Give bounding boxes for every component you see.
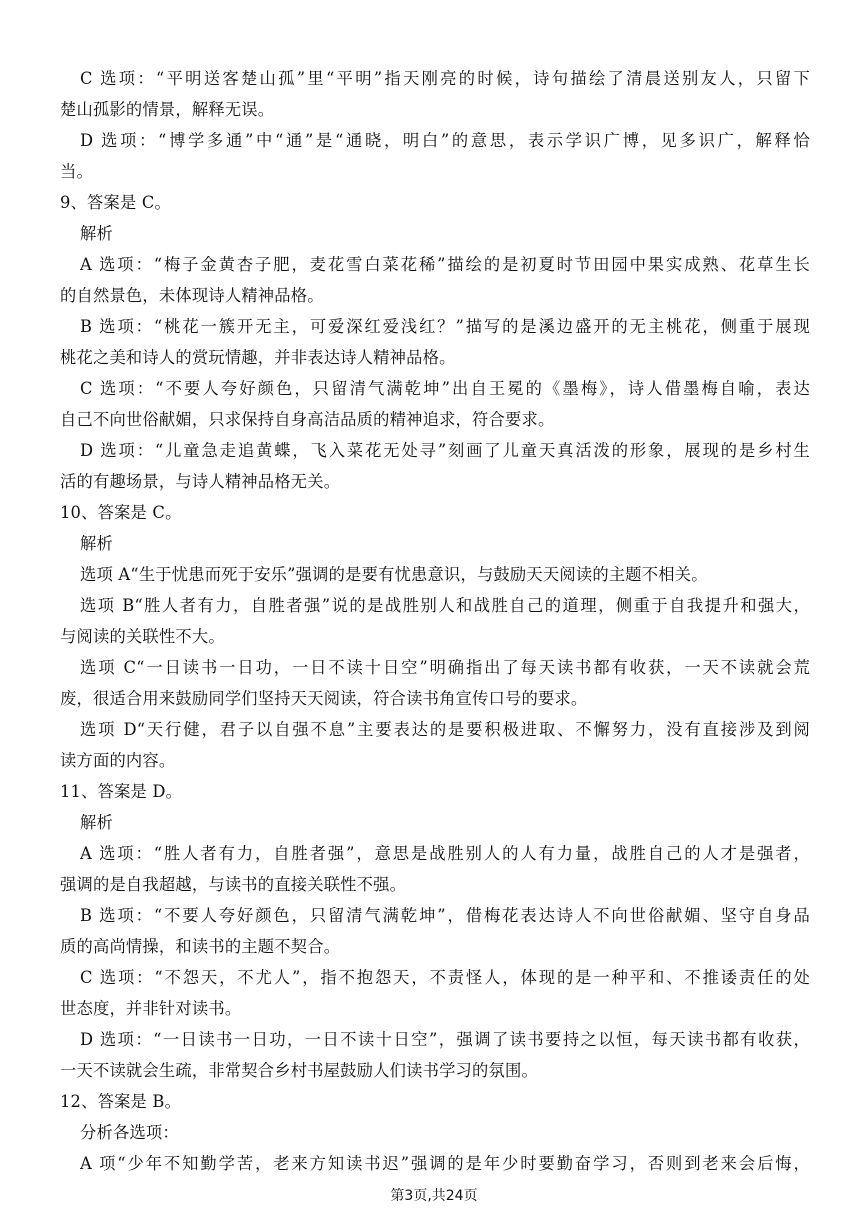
text-line: 自己不向世俗献媚，只求保持自身高洁品质的精神追求，符合要求。 bbox=[60, 410, 555, 429]
analysis-label: 解析 bbox=[80, 813, 113, 832]
text-line: 选项 C“一日读书一日功，一日不读十日空”明确指出了每天读书都有收获，一天不读就会荒 bbox=[80, 658, 810, 677]
text-line: 与阅读的关联性不大。 bbox=[60, 627, 225, 646]
text-line: 当。 bbox=[60, 162, 93, 181]
text-line: 活的有趣场景，与诗人精神品格无关。 bbox=[60, 472, 341, 491]
answer-heading: 10、答案是 C。 bbox=[60, 503, 182, 522]
text-line: D 选项：“一日读书一日功，一日不读十日空”，强调了读书要持之以恒，每天读书都有收获， bbox=[80, 1030, 810, 1049]
text-line: B 选项：“桃花一簇开无主，可爱深红爱浅红？”描写的是溪边盛开的无主桃花，侧重于展现 bbox=[80, 317, 810, 336]
text-line: 世态度，并非针对读书。 bbox=[60, 999, 242, 1018]
text-line: 的自然景色，未体现诗人精神品格。 bbox=[60, 286, 324, 305]
text-line: 废，很适合用来鼓励同学们坚持天天阅读，符合读书角宣传口号的要求。 bbox=[60, 689, 588, 708]
text-line: 一天不读就会生疏，非常契合乡村书屋鼓励人们读书学习的氛围。 bbox=[60, 1061, 538, 1080]
text-line: 选项 D“天行健，君子以自强不息”主要表达的是要积极进取、不懈努力，没有直接涉及到阅 bbox=[80, 720, 810, 739]
text-line: 桃花之美和诗人的赏玩情趣，并非表达诗人精神品格。 bbox=[60, 348, 456, 367]
text-line: 读方面的内容。 bbox=[60, 751, 176, 770]
text-line: A 选项：“胜人者有力，自胜者强”，意思是战胜别人的人有力量，战胜自己的人才是强者， bbox=[80, 844, 810, 863]
text-line: 质的高尚情操，和读书的主题不契合。 bbox=[60, 937, 341, 956]
text-line: 楚山孤影的情景，解释无误。 bbox=[60, 100, 275, 119]
text-line: A 选项：“梅子金黄杏子肥，麦花雪白菜花稀”描绘的是初夏时节田园中果实成熟、花草生长 bbox=[80, 255, 810, 274]
page-number-footer: 第3页,共24页 bbox=[390, 1188, 478, 1204]
text-line: A 项“少年不知勤学苦，老来方知读书迟”强调的是年少时要勤奋学习，否则到老来会后悔， bbox=[80, 1154, 810, 1173]
text-line: D 选项：“儿童急走追黄蝶，飞入菜花无处寻”刻画了儿童天真活泼的形象，展现的是乡村生 bbox=[80, 441, 810, 460]
text-line: 强调的是自我超越，与读书的直接关联性不强。 bbox=[60, 875, 407, 894]
text-line: 选项 B“胜人者有力，自胜者强”说的是战胜别人和战胜自己的道理，侧重于自我提升和强大， bbox=[80, 596, 810, 615]
text-line: C 选项：“不怨天，不尤人”，指不抱怨天，不责怪人，体现的是一种平和、不推诿责任的处 bbox=[80, 968, 810, 987]
text-line: B 选项：“不要人夸好颜色，只留清气满乾坤”，借梅花表达诗人不向世俗献媚、坚守自身品 bbox=[80, 906, 810, 925]
answer-heading: 11、答案是 D。 bbox=[60, 782, 183, 801]
analysis-label: 分析各选项： bbox=[80, 1123, 179, 1142]
analysis-label: 解析 bbox=[80, 224, 113, 243]
text-line: D 选项：“博学多通”中“通”是“通晓，明白”的意思，表示学识广博，见多识广，解释恰 bbox=[80, 131, 810, 150]
text-line: C 选项：“平明送客楚山孤”里“平明”指天刚亮的时候，诗句描绘了清晨送别友人，只留下 bbox=[80, 69, 810, 88]
answer-heading: 9、答案是 C。 bbox=[60, 193, 171, 212]
text-line: 选项 A“生于忧患而死于安乐”强调的是要有忧患意识，与鼓励天天阅读的主题不相关。 bbox=[80, 565, 708, 584]
text-line: C 选项：“不要人夸好颜色，只留清气满乾坤”出自王冕的《墨梅》，诗人借墨梅自喻，表达 bbox=[80, 379, 810, 398]
analysis-label: 解析 bbox=[80, 534, 113, 553]
answer-heading: 12、答案是 B。 bbox=[60, 1092, 182, 1111]
